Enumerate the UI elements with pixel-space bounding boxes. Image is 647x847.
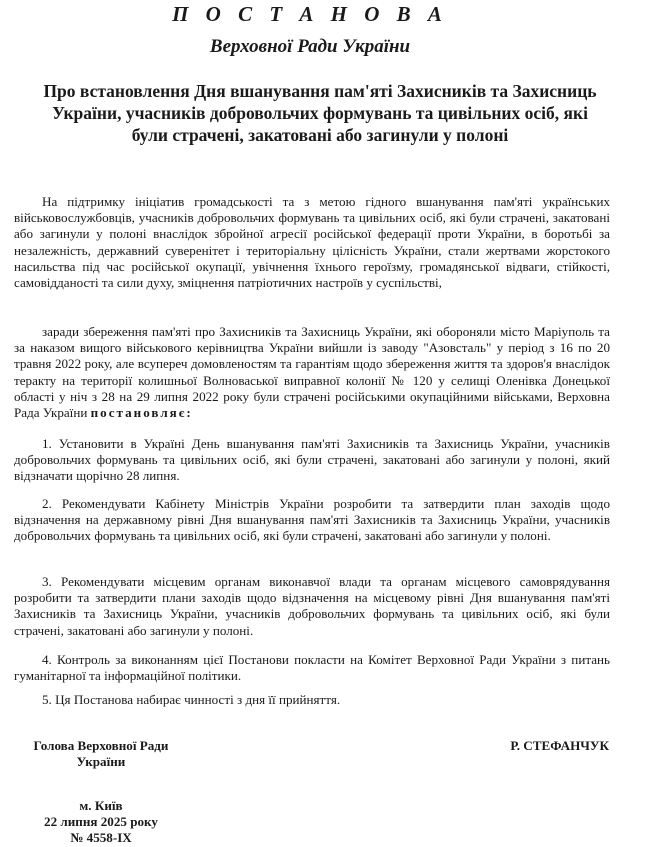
document-number: № 4558-IX — [70, 830, 132, 846]
clause-3: 3. Рекомендувати місцевим органам виконавчої влади та органам місцевого самоврядування розробити та затвердити плани заходів щодо відзначення на місцевому рівні Дня вшанування пам'яті Захисників та Захисниць України, учасників добровольчих формувань та цивільних осіб, які були страчені, закатовані або загинули у полоні. — [14, 574, 610, 638]
preamble-paragraph-2 — [14, 324, 610, 421]
clause-4: 4. Контроль за виконанням цієї Постанови покласти на Комітет Верховної Ради України з питань гуманітарної та інформаційної політики. — [14, 652, 610, 684]
signer-position — [18, 738, 184, 770]
signer-name: Р. СТЕФАНЧУК — [510, 738, 609, 753]
place: м. Київ — [79, 798, 123, 813]
date: 22 липня 2025 року — [44, 814, 158, 830]
decision-word: постановляє: — [90, 405, 193, 421]
signer-position-line-2: України — [76, 754, 126, 770]
preamble-paragraph-1: На підтримку ініціатив громадськості та з метою гідного вшанування пам'яті українських військовослужбовців, учасників добровольчих формувань та цивільних осіб, які були страчені, закатовані або загинули у полоні внаслідок збройної агресії російської федерації проти України, в боротьбі за незалежність, державний суверенітет і територіальну цілісність України, стали жертвами жорстокого насильства під час російської окупації, увічнення їхнього героїзму, громадянської відваги, стійкості, самовідданості та сили духу, зміцнення патріотичних настроїв у суспільстві, — [14, 194, 610, 291]
issuer-heading: Верховної Ради України — [209, 36, 411, 57]
clause-5: 5. Ця Постанова набирає чинності з дня її прийняття. — [42, 692, 341, 707]
preamble-paragraph-2-text: заради збереження пам'яті про Захисників та Захисниць України, які обороняли місто Маріуполь та за наказом вищого військового керівництва України вийшли із заводу "Азовсталь" у період з 16 по 20 травня 2022 року, але всупереч домовленостям та гарантіям щодо збереження життя та здоров'я внаслідок теракту на території колишньої Волноваської виправної колонії № 120 у селищі Оленівка Донецької області у ніч з 28 на 29 липня 2022 року були страчені російськими окупаційними військами, Верховна Рада України — [14, 324, 610, 421]
document-type-heading: П О С Т А Н О В А — [172, 2, 448, 26]
clause-2: 2. Рекомендувати Кабінету Міністрів України розробити та затвердити план заходів щодо відзначення на державному рівні Дня вшанування пам'яті Захисників та Захисниць України, учасників добровольчих формувань та цивільних осіб, які були страчені, закатовані або загинули у полоні. — [14, 496, 610, 544]
signer-position-line-1: Голова Верховної Ради — [33, 738, 169, 753]
document-title: Про встановлення Дня вшанування пам'яті Захисників та Захисниць України, учасників добровольчих формувань та цивільних осіб, які були страчені, закатовані або загинули у полоні — [43, 81, 597, 145]
clause-1: 1. Установити в Україні День вшанування пам'яті Захисників та Захисниць України, учасників добровольчих формувань та цивільних осіб, які були страчені, закатовані або загинули у полоні, який відзначати щорічно 28 липня. — [14, 436, 610, 484]
place-date-block — [18, 798, 184, 847]
